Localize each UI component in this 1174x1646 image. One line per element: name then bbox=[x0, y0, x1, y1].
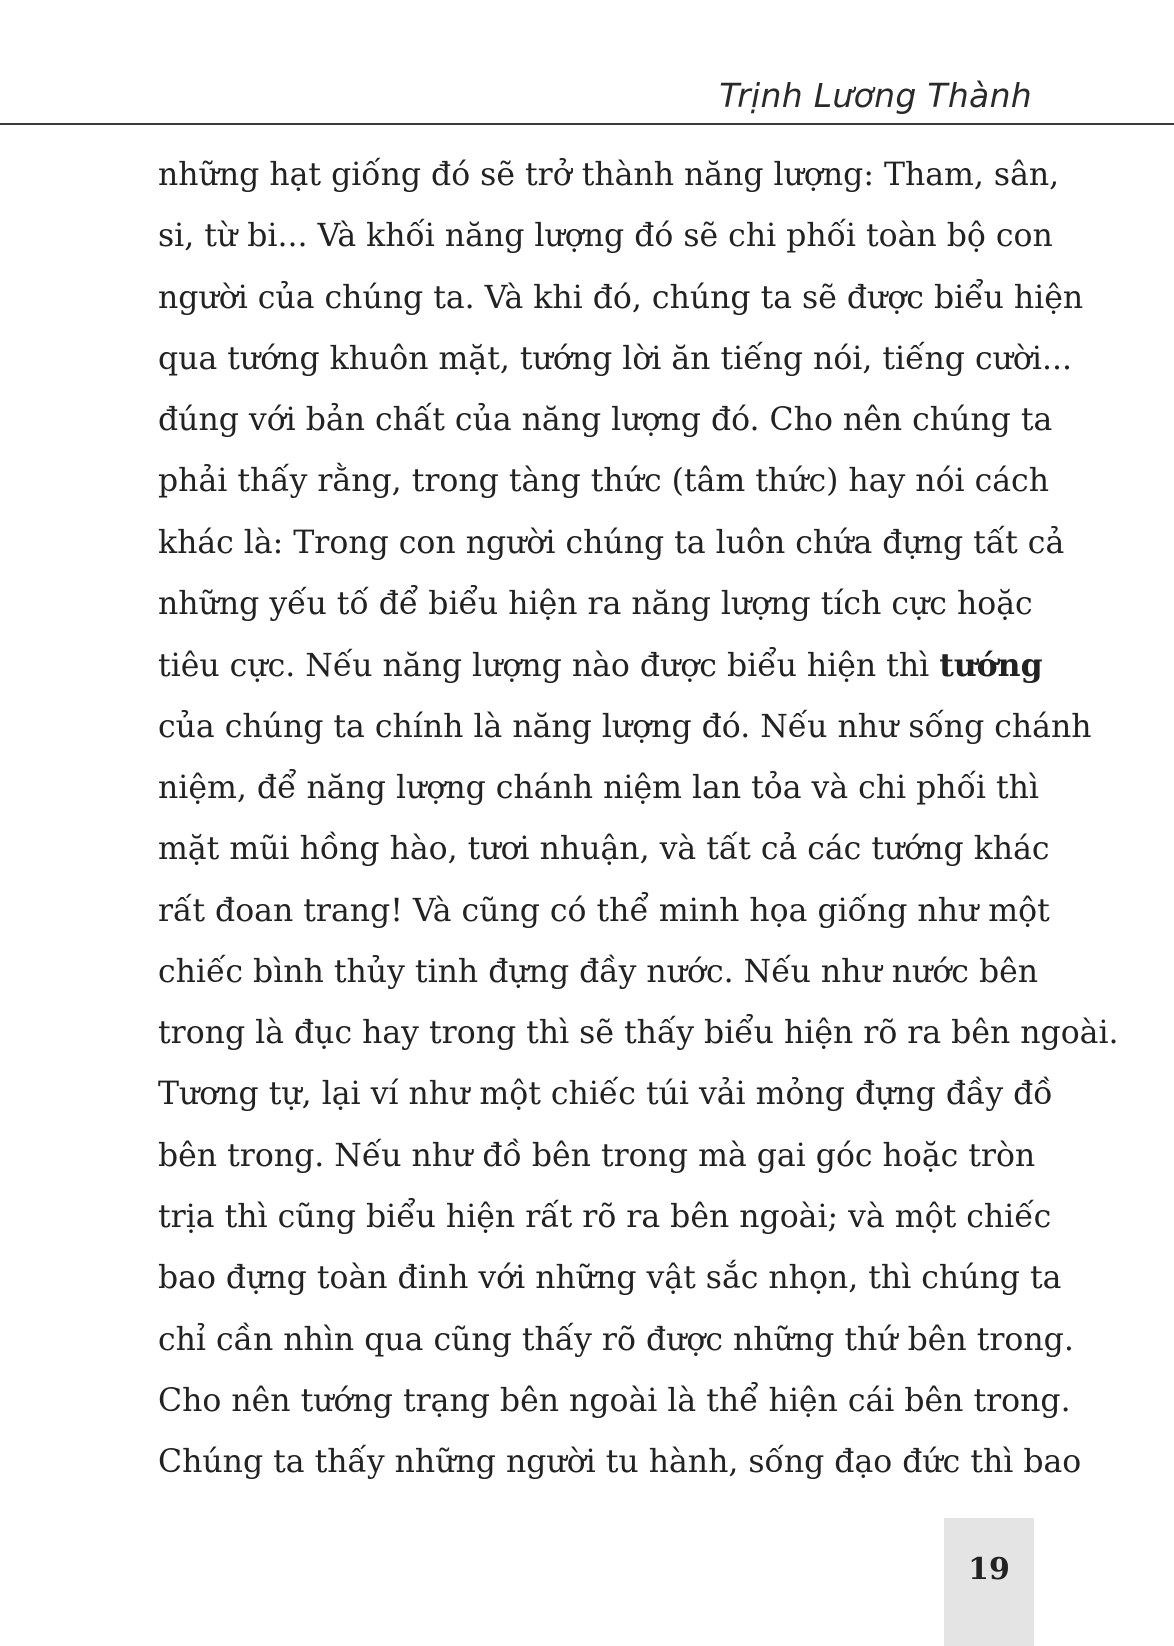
text-line: bên trong. Nếu như đồ bên trong mà gai góc hoặc tròn bbox=[158, 1137, 1036, 1174]
emphasized-word: tướng bbox=[939, 647, 1043, 685]
text-line: trong là đục hay trong thì sẽ thấy biểu hiện rõ ra bên ngoài. bbox=[158, 1015, 1119, 1052]
text-line: Cho nên tướng trạng bên ngoài là thể hiện cái bên trong. bbox=[158, 1382, 1071, 1419]
text-line: Chúng ta thấy những người tu hành, sống đạo đức thì bao bbox=[158, 1444, 1082, 1481]
text-line-segment: tiêu cực. Nếu năng lượng nào được biểu hiện thì bbox=[158, 648, 940, 685]
text-line: bao đựng toàn đinh với những vật sắc nhọn, thì chúng ta bbox=[158, 1260, 1062, 1297]
text-line: phải thấy rằng, trong tàng thức (tâm thức) hay nói cách bbox=[158, 463, 1049, 500]
text-line: niệm, để năng lượng chánh niệm lan tỏa và chi phối thì bbox=[158, 769, 1039, 806]
text-line: những hạt giống đó sẽ trở thành năng lượng: Tham, sân, bbox=[158, 157, 1060, 193]
page-number: 19 bbox=[968, 1552, 1010, 1587]
text-line: của chúng ta chính là năng lượng đó. Nếu như sống chánh bbox=[158, 708, 1092, 745]
text-line: khác là: Trong con người chúng ta luôn chứa đựng tất cả bbox=[158, 524, 1065, 561]
header-divider bbox=[0, 123, 1174, 125]
text-line-with-emphasis bbox=[158, 635, 1043, 696]
body-text bbox=[158, 145, 1119, 1494]
text-line: những yếu tố để biểu hiện ra năng lượng tích cực hoặc bbox=[158, 586, 1033, 623]
text-line: chỉ cần nhìn qua cũng thấy rõ được những thứ bên trong. bbox=[158, 1321, 1074, 1358]
text-line: trịa thì cũng biểu hiện rất rõ ra bên ngoài; và một chiếc bbox=[158, 1199, 1052, 1236]
page-number-tab bbox=[944, 1518, 1034, 1646]
text-line: đúng với bản chất của năng lượng đó. Cho nên chúng ta bbox=[158, 402, 1053, 439]
author-name: Trịnh Lương Thành bbox=[719, 76, 1032, 115]
running-header bbox=[0, 0, 1174, 126]
text-line: qua tướng khuôn mặt, tướng lời ăn tiếng nói, tiếng cười... bbox=[158, 340, 1072, 377]
text-line: chiếc bình thủy tinh đựng đầy nước. Nếu như nước bên bbox=[158, 953, 1039, 990]
text-line: si, từ bi... Và khối năng lượng đó sẽ chi phối toàn bộ con bbox=[158, 218, 1053, 255]
text-line: rất đoan trang! Và cũng có thể minh họa giống như một bbox=[158, 892, 1050, 929]
text-line: mặt mũi hồng hào, tươi nhuận, và tất cả các tướng khác bbox=[158, 831, 1050, 868]
text-line: Tương tự, lại ví như một chiếc túi vải mỏng đựng đầy đồ bbox=[158, 1076, 1053, 1113]
text-line: người của chúng ta. Và khi đó, chúng ta sẽ được biểu hiện bbox=[158, 279, 1084, 316]
